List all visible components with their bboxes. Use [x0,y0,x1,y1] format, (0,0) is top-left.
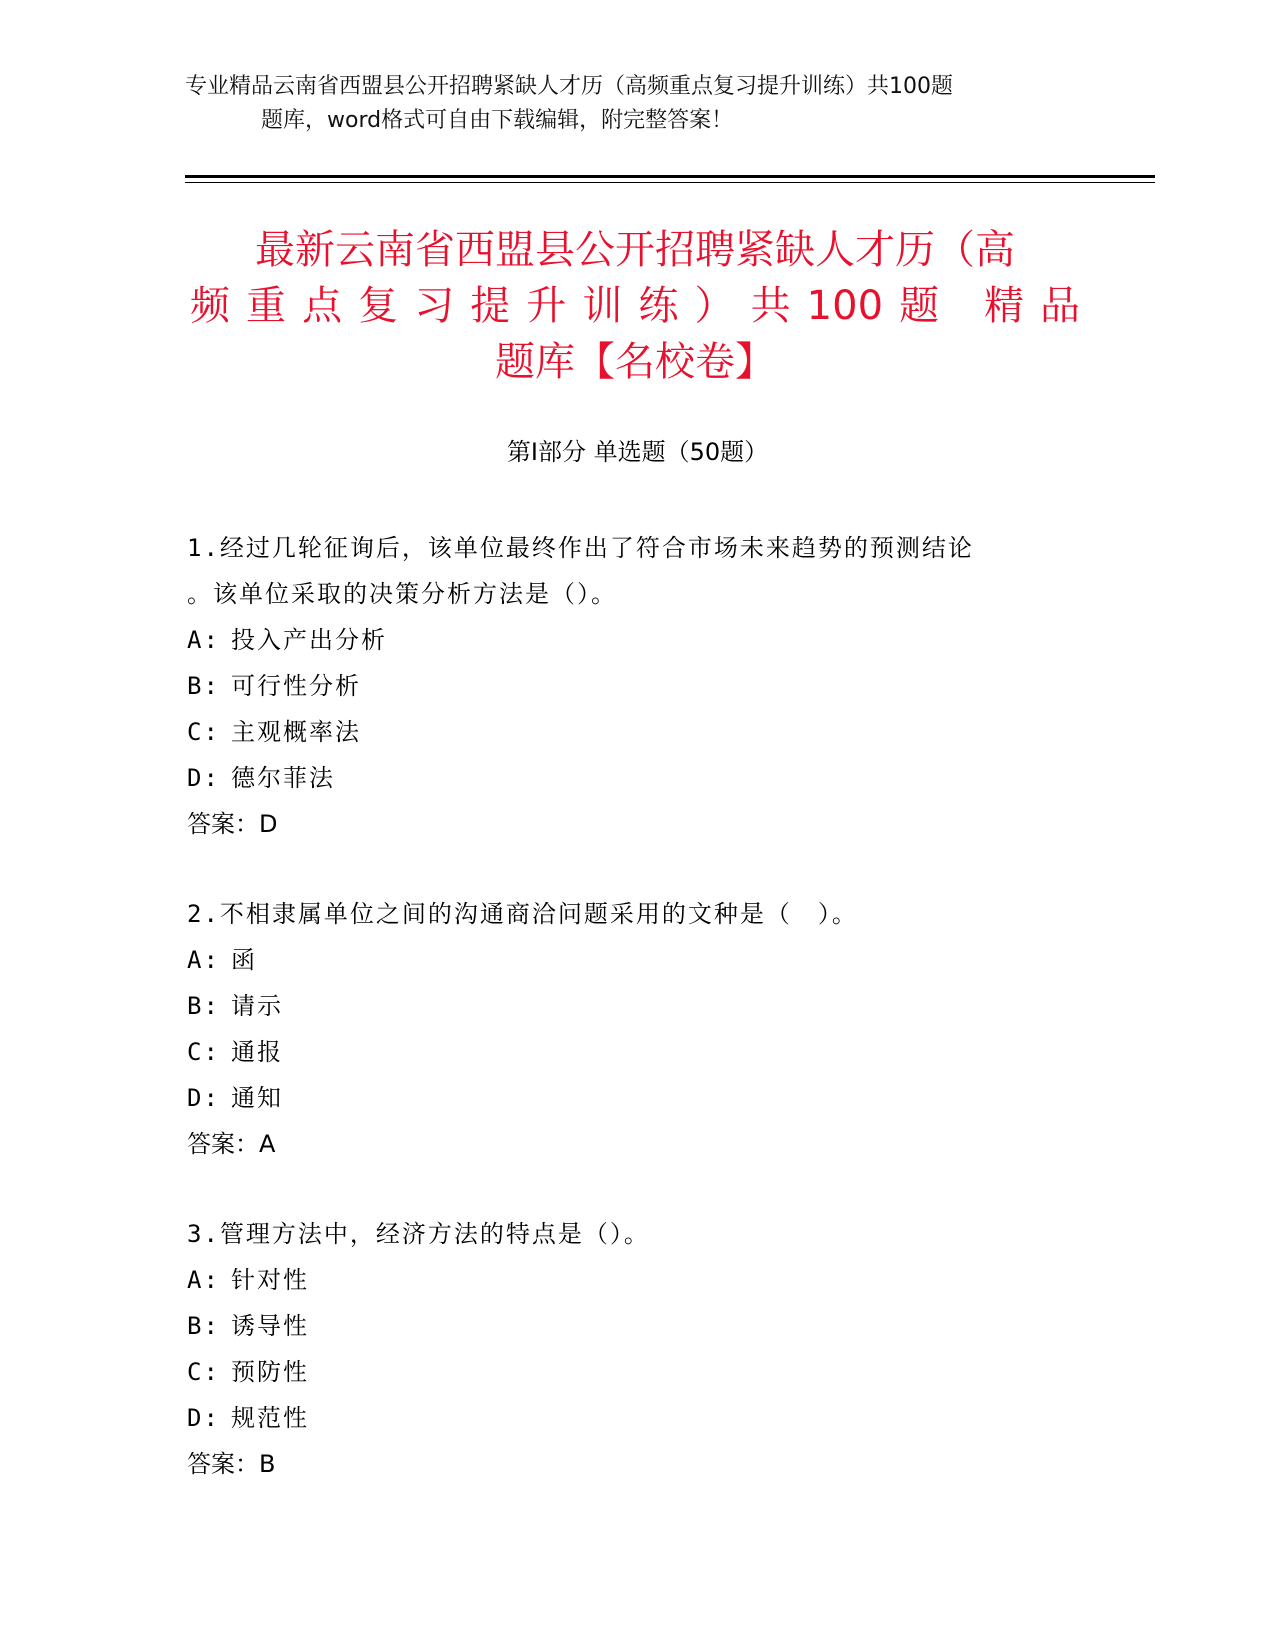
option-a [187,1257,1087,1303]
title-line-2-main: 频重点复习提升训练）共100题 [190,283,956,329]
option-b [187,663,1087,709]
option-text: 规范性 [231,1404,309,1432]
option-d [187,1395,1087,1441]
option-key: D: [187,1404,220,1432]
option-key: B: [187,992,220,1020]
title-line-3: 题库【名校卷】 [495,339,775,385]
header-divider-thin [185,182,1155,183]
header-line-2: 题库，word格式可自由下载编辑，附完整答案！ [261,108,734,133]
option-a [187,617,1087,663]
option-text: 主观概率法 [231,718,361,746]
answer: 答案：D [187,810,278,838]
option-b [187,983,1087,1029]
option-key: A: [187,1266,220,1294]
option-c [187,1029,1087,1075]
question-text-continued: 。该单位采取的决策分析方法是（）。 [187,580,617,608]
option-key: D: [187,764,220,792]
question-text: 2.不相隶属单位之间的沟通商洽问题采用的文种是（ ）。 [187,900,858,928]
option-d [187,755,1087,801]
title-line-2-end: 精品 [983,283,1080,329]
option-c [187,1349,1087,1395]
option-key: C: [187,1358,220,1386]
option-text: 函 [231,946,257,974]
option-text: 针对性 [231,1266,309,1294]
option-text: 投入产出分析 [231,626,387,654]
option-text: 德尔菲法 [231,764,335,792]
option-key: A: [187,626,220,654]
option-text: 可行性分析 [231,672,361,700]
option-text: 通报 [231,1038,283,1066]
question-1 [187,525,1087,847]
option-text: 通知 [231,1084,283,1112]
header-divider-thick [185,175,1155,178]
title-line-1: 最新云南省西盟县公开招聘紧缺人才历（高 [255,227,1015,273]
option-text: 预防性 [231,1358,309,1386]
option-text: 请示 [231,992,283,1020]
question-list [187,525,1087,1531]
question-2 [187,891,1087,1167]
option-key: D: [187,1084,220,1112]
answer: 答案：B [187,1450,276,1478]
option-a [187,937,1087,983]
section-heading: 第Ⅰ部分 单选题（50题） [506,438,769,466]
document-title [190,222,1080,390]
question-text: 3.管理方法中，经济方法的特点是（）。 [187,1220,650,1248]
title-line-2 [190,278,1080,334]
option-key: C: [187,1038,220,1066]
option-key: C: [187,718,220,746]
option-key: B: [187,672,220,700]
option-d [187,1075,1087,1121]
option-c [187,709,1087,755]
option-b [187,1303,1087,1349]
option-text: 诱导性 [231,1312,309,1340]
question-text: 1.经过几轮征询后，该单位最终作出了符合市场未来趋势的预测结论 [187,534,974,562]
header-line-1: 专业精品云南省西盟县公开招聘紧缺人才历（高频重点复习提升训练）共100题 [185,74,953,99]
answer: 答案：A [187,1130,276,1158]
option-key: A: [187,946,220,974]
option-key: B: [187,1312,220,1340]
question-3 [187,1211,1087,1487]
document-header [185,70,1055,138]
